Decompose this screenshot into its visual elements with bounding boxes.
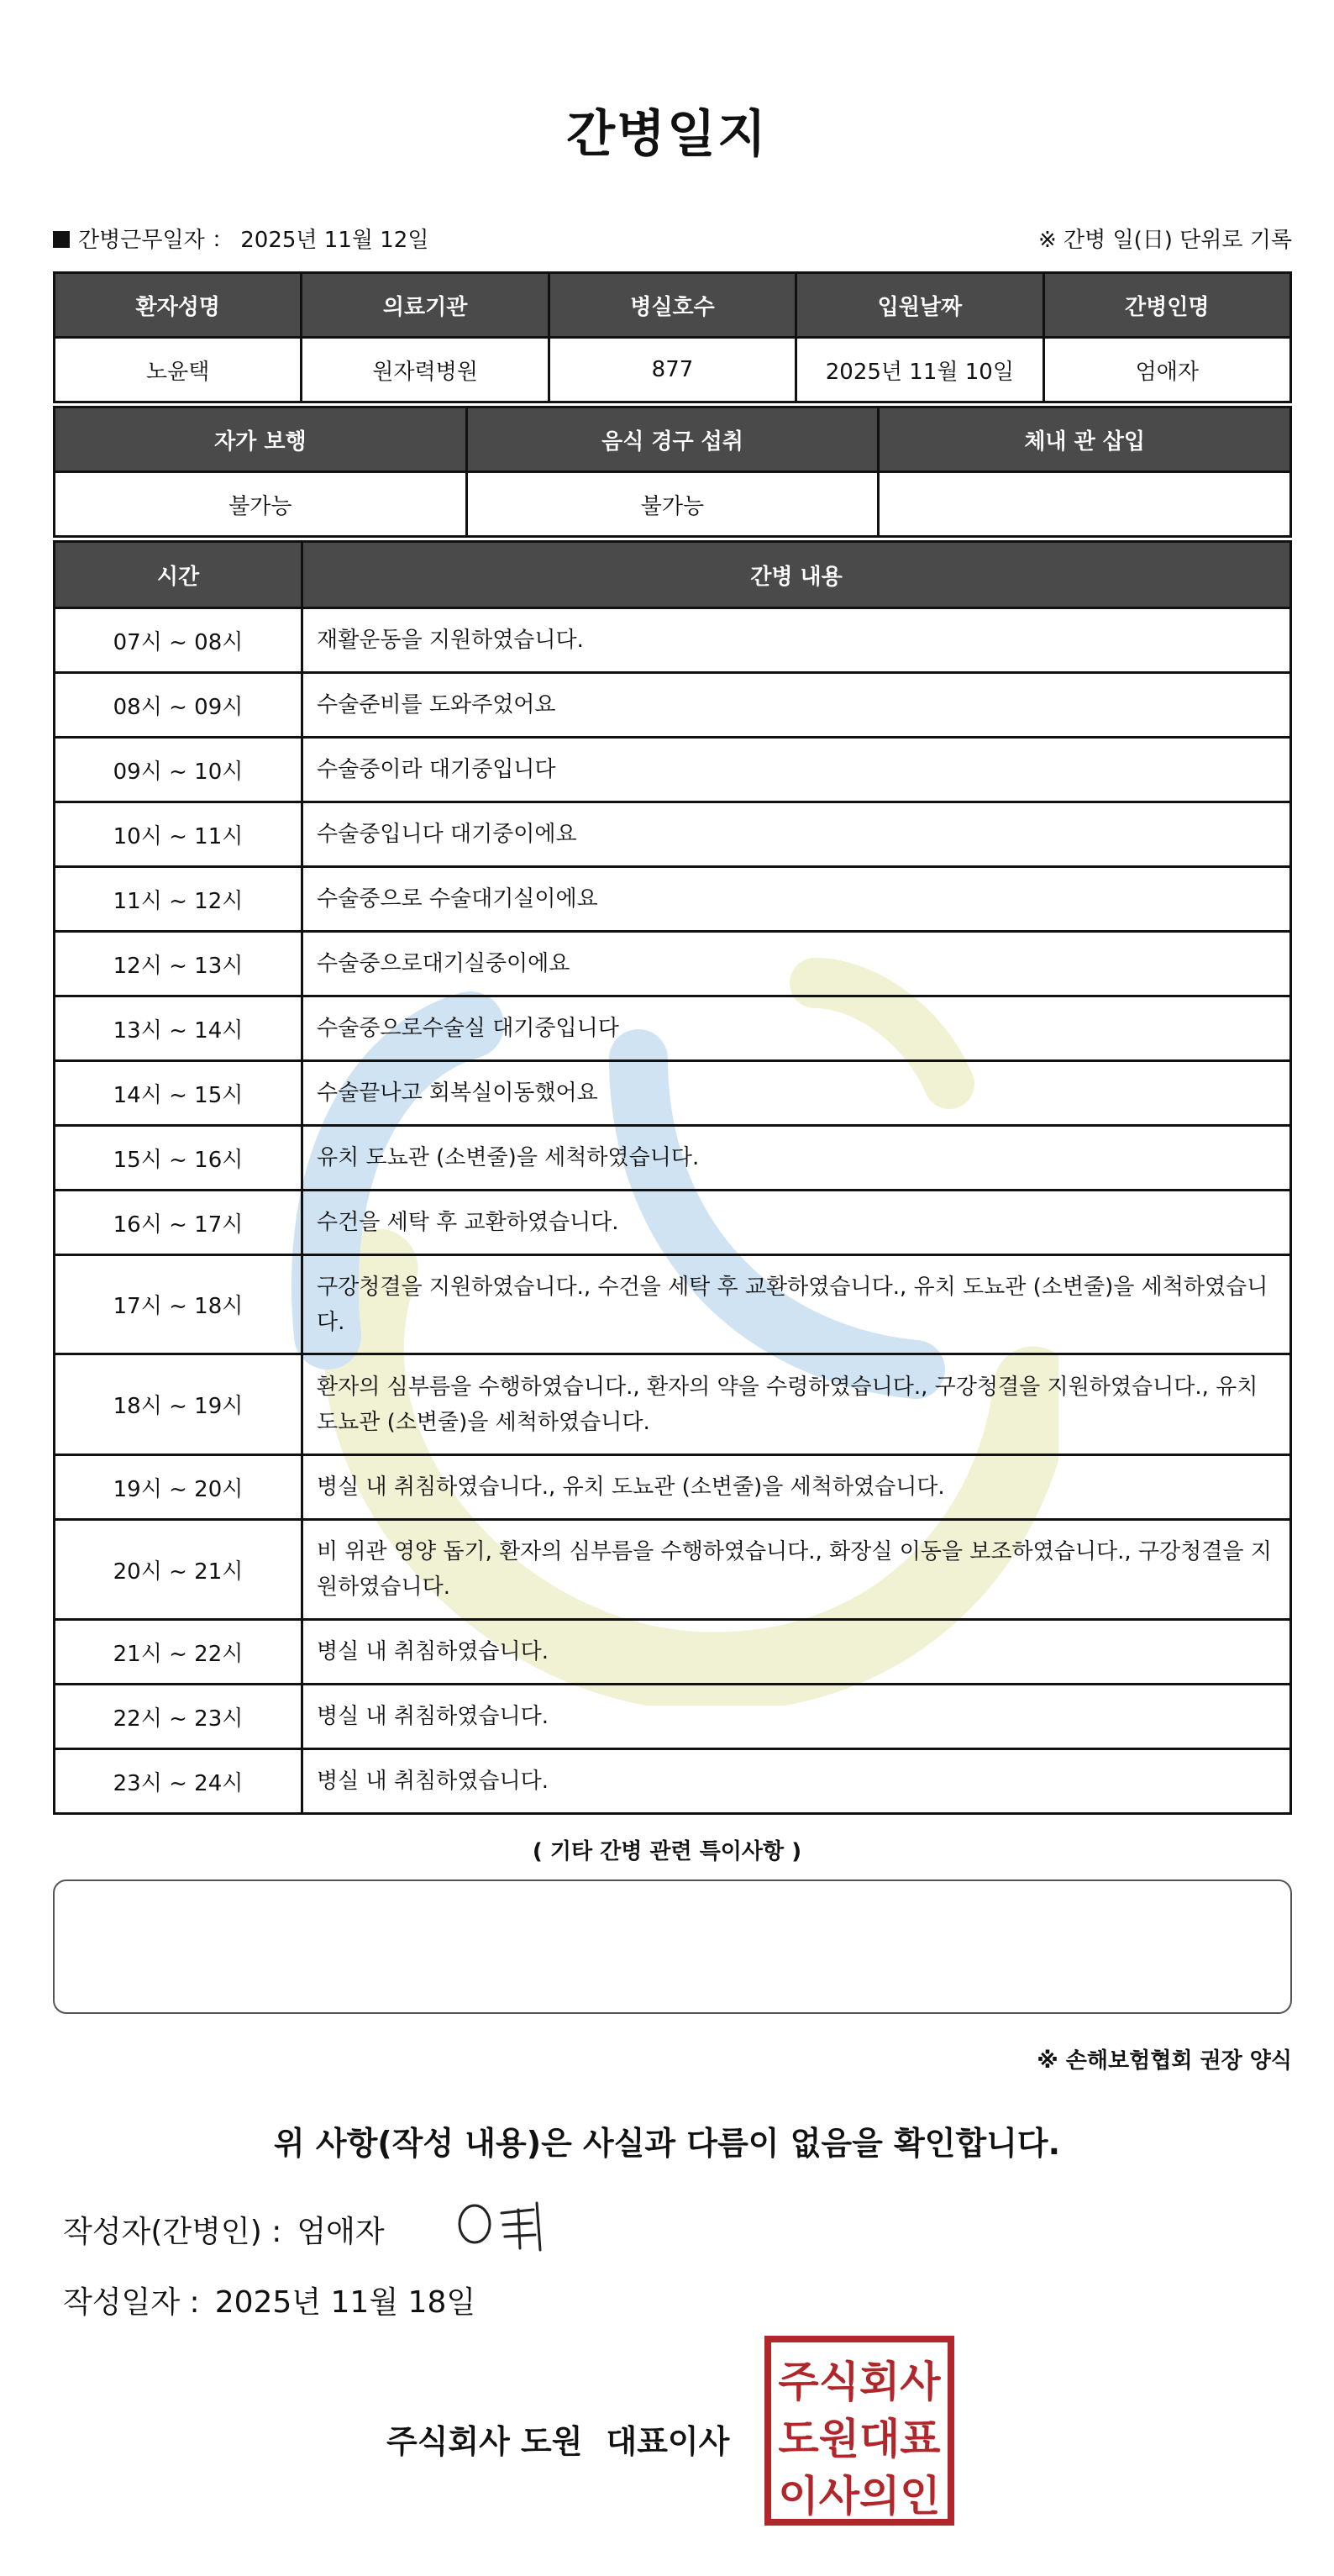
oral-intake-value: 불가능 — [466, 472, 879, 537]
log-time: 07시 ~ 08시 — [55, 608, 302, 673]
admission-date-value: 2025년 11월 10일 — [796, 338, 1043, 402]
log-content: 수술준비를 도와주었어요 — [302, 673, 1291, 738]
care-log-table — [53, 540, 1292, 1815]
care-log-row — [55, 932, 1291, 996]
log-content: 수술중으로 수술대기실이에요 — [302, 867, 1291, 932]
patient-status-header-row — [55, 407, 1291, 472]
writer-name: 엄애자 — [297, 2215, 385, 2249]
confirmation-statement: 위 사항(작성 내용)은 사실과 다름이 없음을 확인합니다. — [273, 2125, 1061, 2162]
log-content: 수술중으로수술실 대기중입니다 — [302, 996, 1291, 1061]
log-time: 14시 ~ 15시 — [55, 1061, 302, 1126]
company-seal-stamp — [764, 2336, 954, 2526]
patient-status-table — [53, 406, 1292, 538]
header-care-content: 간병 내용 — [302, 542, 1291, 608]
company-line — [386, 2416, 729, 2462]
care-log-row — [55, 996, 1291, 1061]
seal-line-3: 이사의인 — [778, 2472, 941, 2521]
log-time: 08시 ~ 09시 — [55, 673, 302, 738]
seal-line-2: 도원대표 — [778, 2415, 941, 2463]
log-time: 10시 ~ 11시 — [55, 802, 302, 867]
care-log-row — [55, 1191, 1291, 1255]
care-log-row — [55, 1455, 1291, 1520]
header-caregiver-name: 간병인명 — [1043, 273, 1290, 338]
log-time: 18시 ~ 19시 — [55, 1354, 302, 1455]
care-log-header-row — [55, 542, 1291, 608]
written-date-label: 작성일자 : — [63, 2285, 200, 2320]
log-content: 병실 내 취침하였습니다. — [302, 1749, 1291, 1814]
header-hospital: 의료기관 — [302, 273, 549, 338]
caregiver-name-value: 엄애자 — [1043, 338, 1290, 402]
square-bullet-icon — [53, 231, 70, 248]
special-notes-title: ( 기타 간병 관련 특이사항 ) — [532, 1839, 802, 1864]
log-time: 21시 ~ 22시 — [55, 1620, 302, 1685]
header-self-walking: 자가 보행 — [55, 407, 467, 472]
care-log-row — [55, 673, 1291, 738]
log-content: 환자의 심부름을 수행하였습니다., 환자의 약을 수령하였습니다., 구강청결을 지원하였습니다., 유치 도뇨관 (소변줄)을 세척하였습니다. — [302, 1354, 1291, 1455]
document-title: 간병일지 — [566, 105, 768, 164]
log-content: 수술중으로대기실중이에요 — [302, 932, 1291, 996]
care-date-separator: ： — [211, 228, 234, 253]
log-content: 구강청결을 지원하였습니다., 수건을 세탁 후 교환하였습니다., 유치 도뇨관 (소변줄)을 세척하였습니다. — [302, 1255, 1291, 1354]
header-room-number: 병실호수 — [549, 273, 796, 338]
unit-note: ※ 간병 일(日) 단위로 기록 — [1037, 228, 1292, 253]
patient-info-value-row — [55, 338, 1291, 402]
log-content: 재활운동을 지원하였습니다. — [302, 608, 1291, 673]
log-time: 09시 ~ 10시 — [55, 738, 302, 802]
log-content: 수건을 세탁 후 교환하였습니다. — [302, 1191, 1291, 1255]
care-log-row — [55, 1749, 1291, 1814]
header-tube-insertion: 체내 관 삽입 — [879, 407, 1291, 472]
care-log-row — [55, 802, 1291, 867]
log-time: 16시 ~ 17시 — [55, 1191, 302, 1255]
meta-row — [53, 223, 1292, 256]
company-name: 주식회사 도원 — [386, 2423, 583, 2460]
written-date-value: 2025년 11월 18일 — [214, 2285, 476, 2320]
header-oral-intake: 음식 경구 섭취 — [466, 407, 879, 472]
self-walking-value: 불가능 — [55, 472, 467, 537]
care-log-row — [55, 1061, 1291, 1126]
care-date-line — [53, 223, 428, 254]
header-patient-name: 환자성명 — [55, 273, 302, 338]
company-role: 대표이사 — [606, 2423, 730, 2460]
special-notes-box — [53, 1879, 1292, 2014]
log-time: 23시 ~ 24시 — [55, 1749, 302, 1814]
recommended-form-note: ※ 손해보험협회 권장 양식 — [1037, 2048, 1292, 2074]
log-time: 22시 ~ 23시 — [55, 1685, 302, 1749]
tube-insertion-value — [879, 472, 1291, 537]
care-log-row — [55, 1685, 1291, 1749]
log-content: 병실 내 취침하였습니다. — [302, 1685, 1291, 1749]
log-time: 19시 ~ 20시 — [55, 1455, 302, 1520]
care-date-value: 2025년 11월 12일 — [240, 228, 429, 253]
care-log-row — [55, 1520, 1291, 1620]
handwritten-signature — [449, 2195, 559, 2253]
log-content: 비 위관 영양 돕기, 환자의 심부름을 수행하였습니다., 화장실 이동을 보조하였습니다., 구강청결을 지원하였습니다. — [302, 1520, 1291, 1620]
care-log-row — [55, 1255, 1291, 1354]
care-log-row — [55, 1354, 1291, 1455]
log-content: 수술중이라 대기중입니다 — [302, 738, 1291, 802]
log-content: 수술끝나고 회복실이동했어요 — [302, 1061, 1291, 1126]
care-date-label: 간병근무일자 — [78, 228, 205, 253]
patient-status-value-row — [55, 472, 1291, 537]
log-time: 20시 ~ 21시 — [55, 1520, 302, 1620]
room-number-value: 877 — [549, 338, 796, 402]
log-content: 병실 내 취침하였습니다. — [302, 1620, 1291, 1685]
log-time: 11시 ~ 12시 — [55, 867, 302, 932]
log-time: 12시 ~ 13시 — [55, 932, 302, 996]
care-log-row — [55, 1126, 1291, 1191]
header-time: 시간 — [55, 542, 302, 608]
care-log-row — [55, 738, 1291, 802]
header-admission-date: 입원날짜 — [796, 273, 1043, 338]
care-log-row — [55, 867, 1291, 932]
written-date-line — [63, 2279, 475, 2321]
log-time: 13시 ~ 14시 — [55, 996, 302, 1061]
log-time: 17시 ~ 18시 — [55, 1255, 302, 1354]
writer-label: 작성자(간병인) : — [63, 2215, 282, 2249]
care-log-row — [55, 1620, 1291, 1685]
patient-info-table — [53, 271, 1292, 403]
log-content: 유치 도뇨관 (소변줄)을 세척하였습니다. — [302, 1126, 1291, 1191]
log-time: 15시 ~ 16시 — [55, 1126, 302, 1191]
care-log-row — [55, 608, 1291, 673]
patient-info-header-row — [55, 273, 1291, 338]
seal-line-1: 주식회사 — [778, 2358, 941, 2406]
log-content: 수술중입니다 대기중이에요 — [302, 802, 1291, 867]
writer-line — [63, 2208, 385, 2251]
log-content: 병실 내 취침하였습니다., 유치 도뇨관 (소변줄)을 세척하였습니다. — [302, 1455, 1291, 1520]
patient-name-value: 노윤택 — [55, 338, 302, 402]
hospital-value: 원자력병원 — [302, 338, 549, 402]
